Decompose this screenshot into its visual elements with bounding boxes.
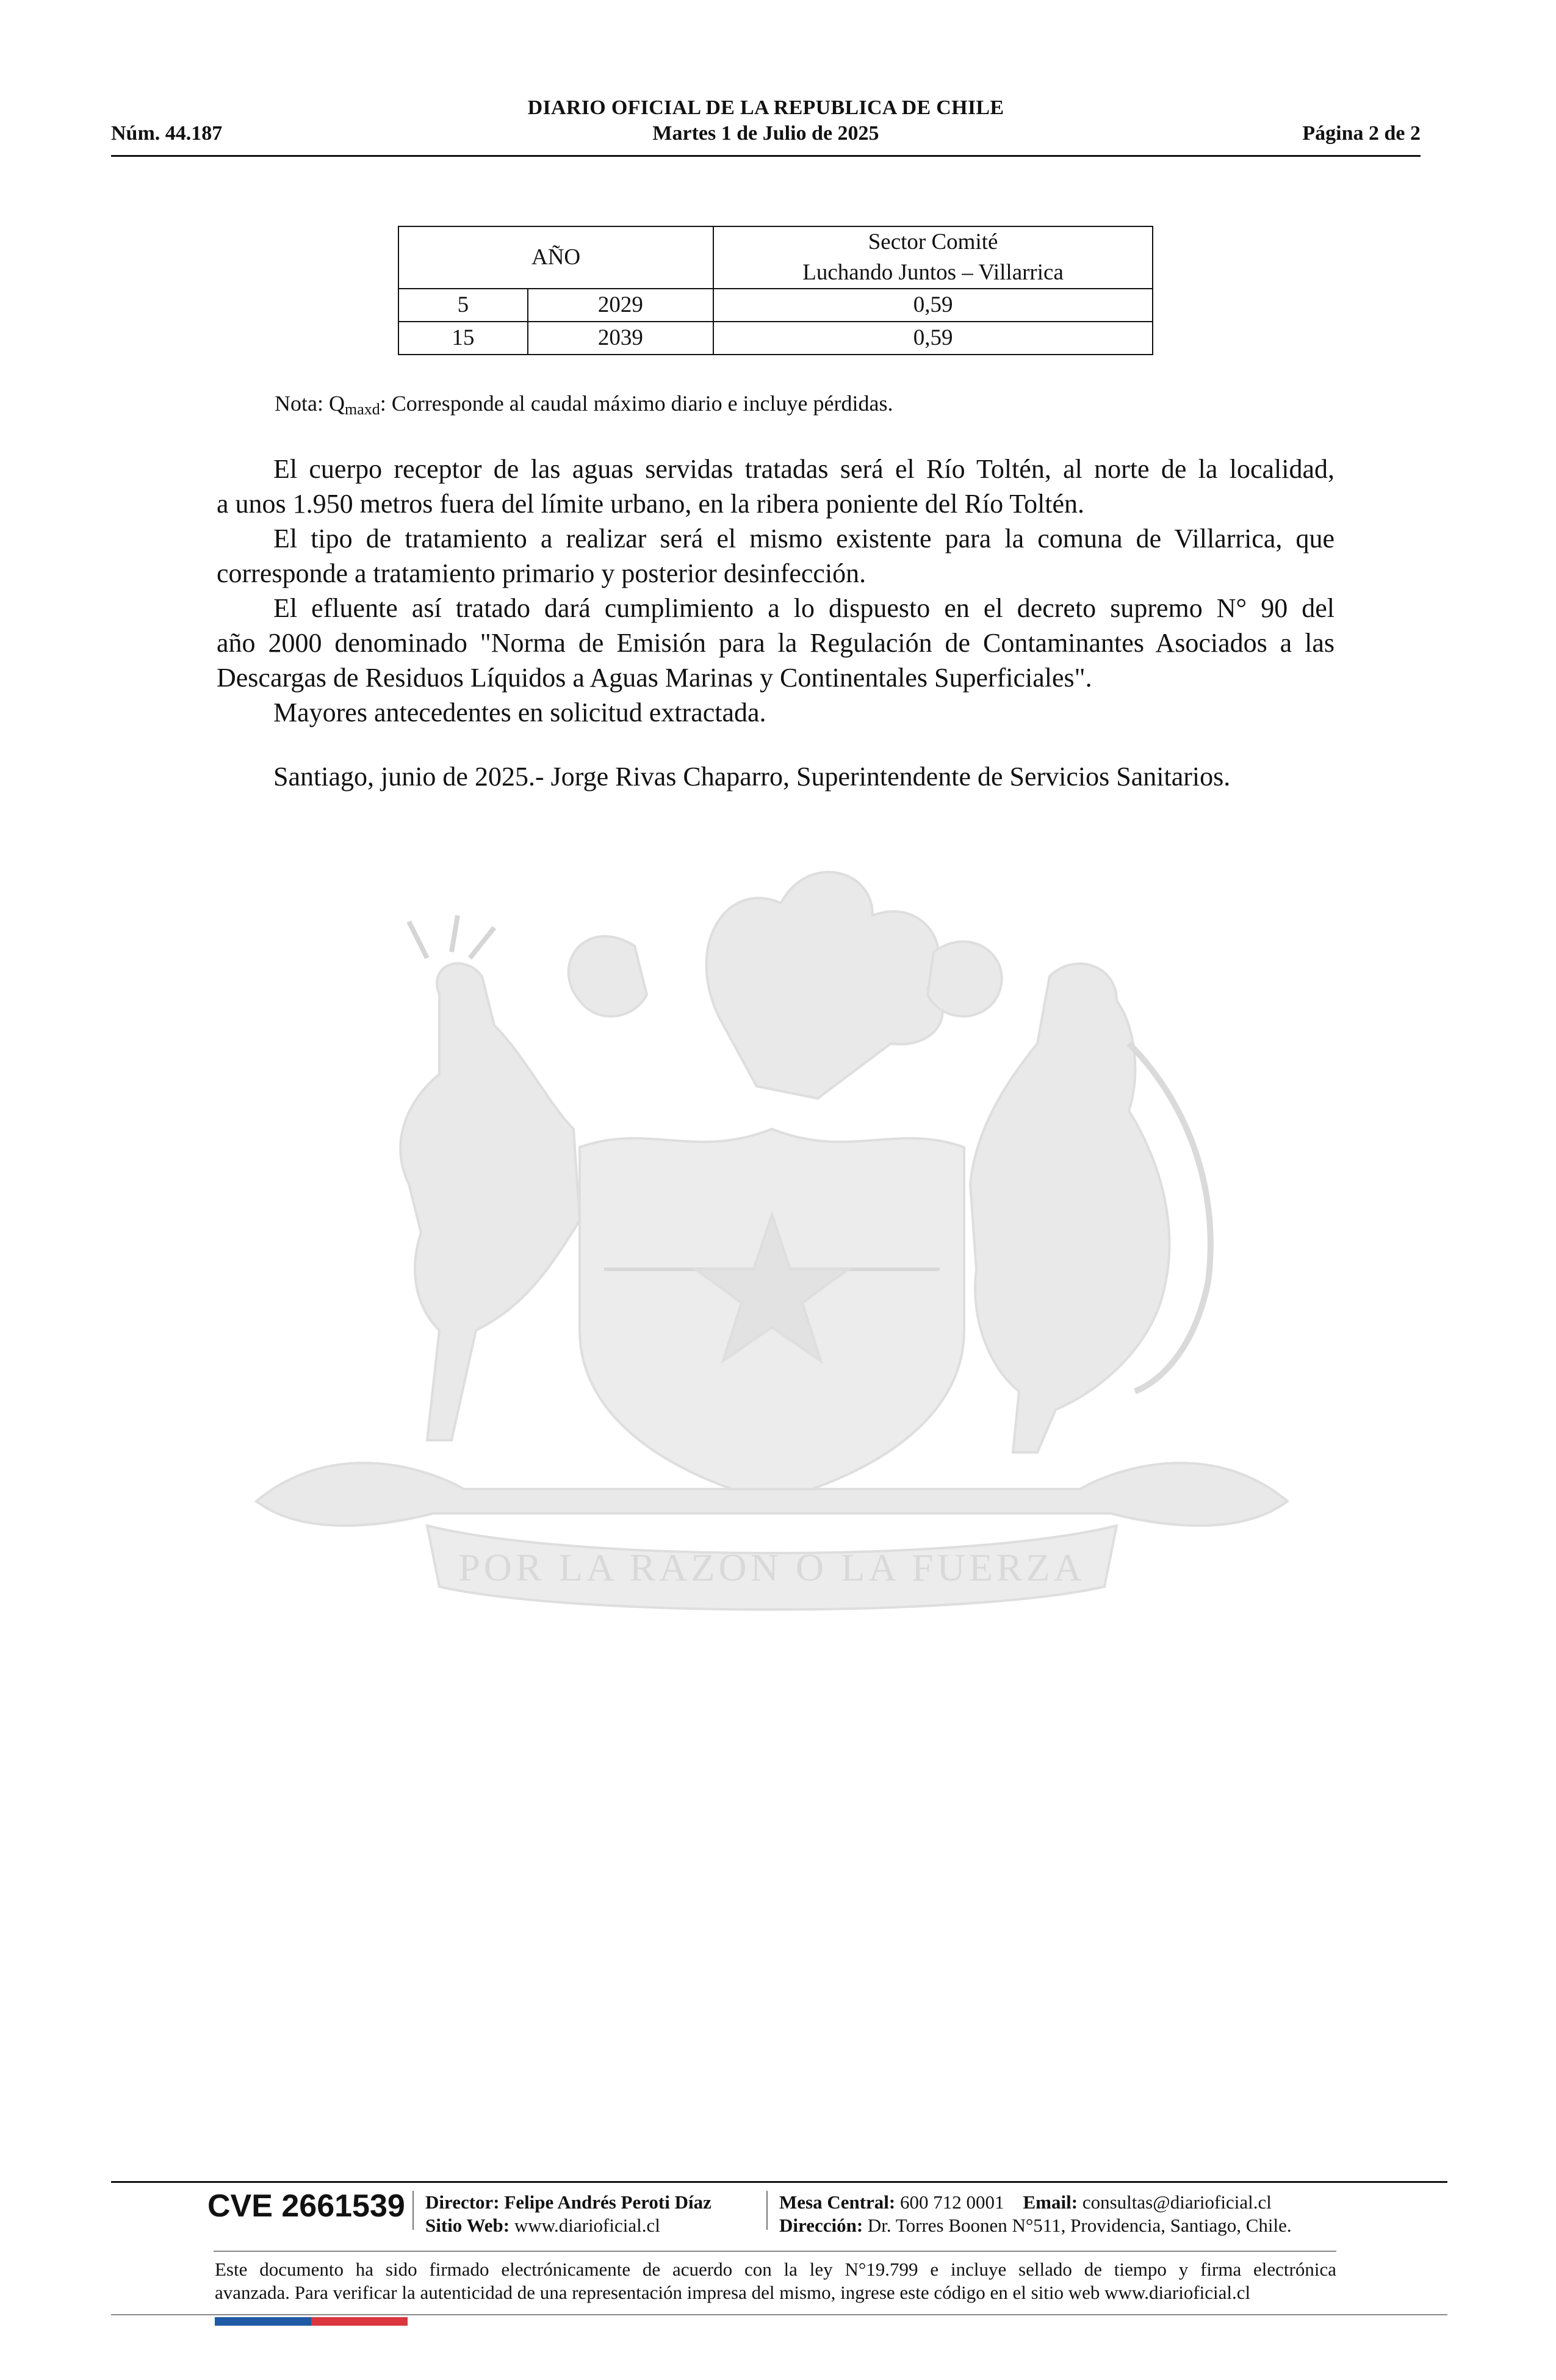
p1-line1: El cuerpo receptor de las aguas servidas tratadas será el Río Toltén, al norte de la localidad,	[273, 454, 1334, 484]
publication-title: DIARIO OFICIAL DE LA REPUBLICA DE CHILE	[527, 96, 1004, 119]
address-label: Dirección:	[779, 2215, 863, 2236]
coat-of-arms-watermark	[207, 842, 1336, 1666]
table-note	[275, 391, 893, 419]
paragraph-efluente	[217, 591, 1334, 695]
row-value: 0,59	[713, 289, 1153, 322]
footer-rule-bottom	[111, 2314, 1447, 2315]
p2-line1: El tipo de tratamiento a realizar será el mismo existente para la comuna de Villarrica, que	[273, 524, 1334, 554]
note-prefix: Nota: Q	[275, 391, 345, 416]
email-label: Email:	[1023, 2191, 1078, 2213]
p3-line3: Descargas de Residuos Líquidos a Aguas Marinas y Continentales Superficiales".	[217, 663, 1092, 693]
email-link[interactable]: consultas@diarioficial.cl	[1082, 2191, 1272, 2213]
table-row	[398, 289, 1153, 322]
note-subscript: maxd	[344, 400, 380, 418]
p3-line1: El efluente así tratado dará cumplimiento a lo dispuesto en el decreto supremo N° 90 del	[273, 593, 1334, 623]
footer-separator	[412, 2191, 414, 2230]
sector-header-line1: Sector Comité	[868, 229, 998, 254]
watermark-motto: POR LA RAZON O LA FUERZA	[458, 1546, 1086, 1589]
year-header: AÑO	[398, 226, 713, 289]
sector-header-line2: Luchando Juntos – Villarrica	[802, 260, 1064, 285]
header-rule	[111, 155, 1421, 157]
paragraph-antecedentes: Mayores antecedentes en solicitud extractada.	[273, 698, 766, 727]
flow-table	[398, 226, 1153, 355]
issue-date: Martes 1 de Julio de 2025	[652, 122, 879, 145]
mesa-label: Mesa Central:	[779, 2191, 896, 2213]
p2-line2: corresponde a tratamiento primario y posterior desinfección.	[217, 558, 866, 588]
cve-code: CVE 2661539	[207, 2188, 405, 2224]
director-label: Director:	[425, 2191, 500, 2213]
flag-bar-blue	[215, 2317, 311, 2326]
flag-bar-red	[311, 2317, 408, 2326]
web-link[interactable]: www.diarioficial.cl	[514, 2215, 660, 2236]
footer-rule-mid	[214, 2251, 1336, 2252]
director-block	[425, 2191, 711, 2237]
director-name: Felipe Andrés Peroti Díaz	[504, 2191, 711, 2213]
paragraph-receptor	[217, 452, 1334, 521]
row-value: 0,59	[713, 322, 1153, 355]
paragraph-tratamiento	[217, 521, 1334, 591]
footer-rule-top	[111, 2181, 1447, 2183]
note-text: : Corresponde al caudal máximo diario e incluye pérdidas.	[380, 391, 893, 416]
row-year: 2039	[528, 322, 714, 355]
mesa-value: 600 712 0001	[900, 2191, 1004, 2213]
legal-line1: Este documento ha sido firmado electrónicamente de acuerdo con la ley N°19.799 e incluye sellado de tiempo y firma electrónica	[215, 2259, 1336, 2280]
contact-block	[779, 2191, 1292, 2237]
web-label: Sitio Web:	[425, 2215, 510, 2236]
row-number: 5	[398, 289, 528, 322]
p1-line2: a unos 1.950 metros fuera del límite urbano, en la ribera poniente del Río Toltén.	[217, 489, 1085, 519]
sector-header	[713, 226, 1153, 289]
footer-separator	[766, 2191, 768, 2230]
row-number: 15	[398, 322, 528, 355]
address-value: Dr. Torres Boonen N°511, Providencia, Santiago, Chile.	[867, 2215, 1292, 2236]
table-row	[398, 322, 1153, 355]
table-header-row	[398, 226, 1153, 289]
legal-line2: avanzada. Para verificar la autenticidad de una representación impresa del mismo, ingrese este código en el sitio web www.diarioficial.cl	[215, 2282, 1251, 2303]
row-year: 2029	[528, 289, 714, 322]
signature-line: Santiago, junio de 2025.- Jorge Rivas Chaparro, Superintendente de Servicios Sanitarios.	[273, 762, 1231, 792]
page-indicator: Página 2 de 2	[1302, 122, 1421, 145]
p3-line2: año 2000 denominado "Norma de Emisión para la Regulación de Contaminantes Asociados a las	[217, 628, 1334, 658]
issue-number: Núm. 44.187	[111, 122, 223, 145]
